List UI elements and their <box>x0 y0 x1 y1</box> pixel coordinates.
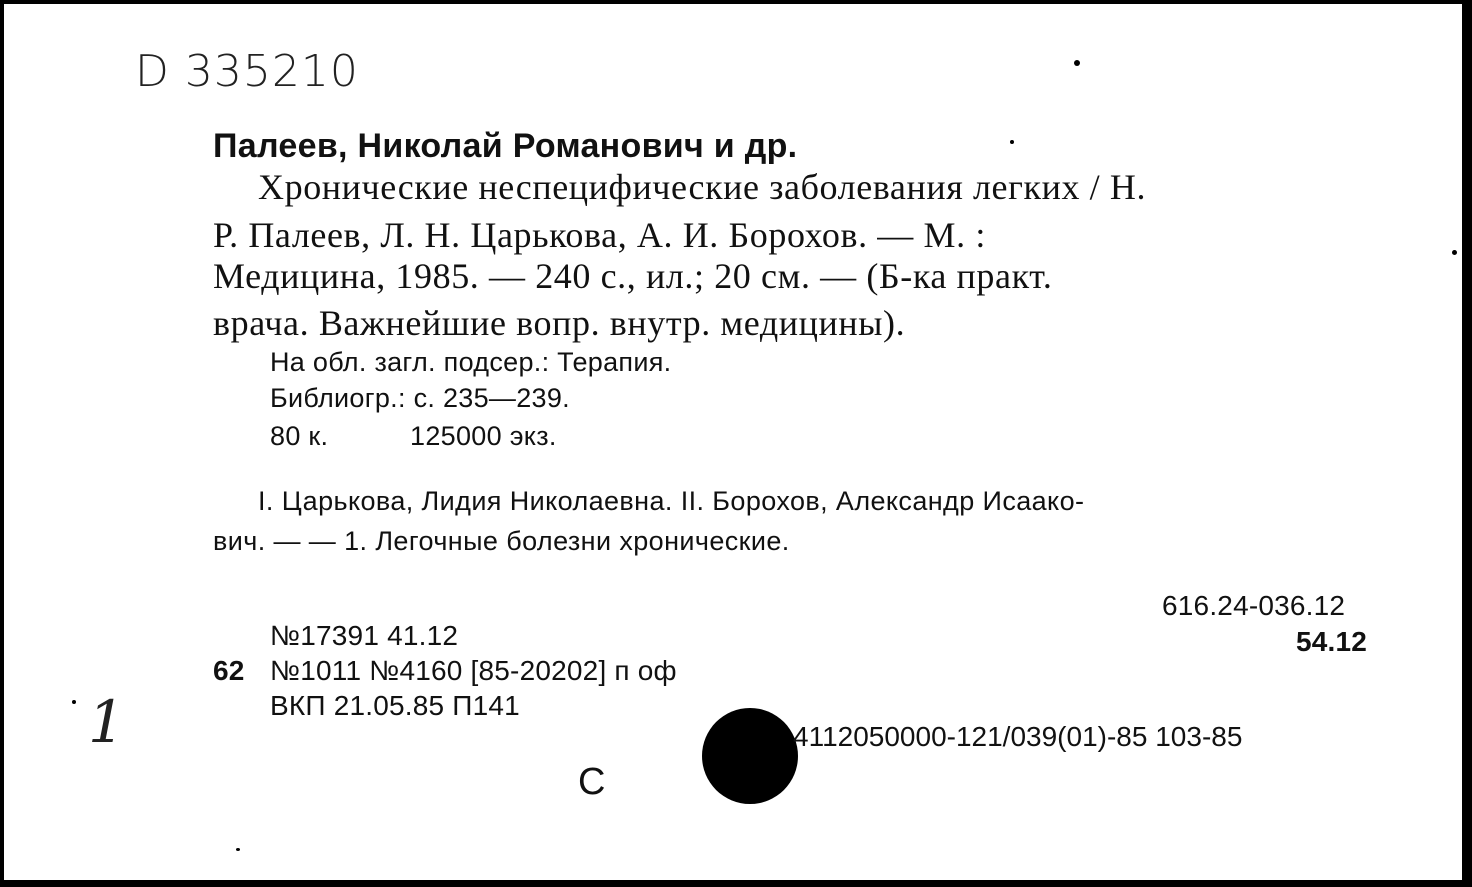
letter-mark: С <box>578 761 606 803</box>
vkp-line: ВКП 21.05.85 П141 <box>270 690 520 721</box>
ink-blot <box>702 708 798 804</box>
author-heading: Палеев, Николай Романович и др. <box>213 127 798 165</box>
description-line-3: Медицина, 1985. — 240 с., ил.; 20 см. — (Б-ка практ. <box>213 256 1053 296</box>
description-line-2: Р. Палеев, Л. Н. Царькова, А. И. Борохов. — М. : <box>213 215 986 255</box>
speck <box>1074 60 1080 66</box>
subject-line-2: вич. — — 1. Легочные болезни хронические. <box>213 526 790 556</box>
price-note: 80 к. <box>270 421 329 451</box>
subject-line-1: I. Царькова, Лидия Николаевна. II. Борохов, Александр Исаако- <box>258 486 1085 516</box>
print-run-note: 125000 экз. <box>410 421 557 451</box>
description-line-1: Хронические неспецифические заболевания легких / Н. <box>258 167 1147 207</box>
speck <box>72 700 76 704</box>
cover-title-note: На обл. загл. подсер.: Терапия. <box>270 347 672 377</box>
order-line: №1011 №4160 [85-20202] п оф <box>270 655 677 686</box>
udc-code: 616.24-036.12 <box>1162 590 1346 621</box>
description-line-4: врача. Важнейшие вопр. внутр. медицины). <box>213 303 906 343</box>
scan-border-top <box>0 0 1472 4</box>
card-count: 62 <box>213 655 245 686</box>
speck <box>236 848 240 851</box>
scan-border-left <box>0 0 4 887</box>
scan-border-bottom <box>0 880 1472 887</box>
handwritten-mark: 1 <box>88 688 125 756</box>
speck <box>1452 250 1457 255</box>
card-number: №17391 41.12 <box>270 620 459 651</box>
inventory-number: D 335210 <box>135 46 359 97</box>
isbn-line: 4112050000-121/039(01)-85 103-85 <box>793 721 1243 752</box>
bbk-code: 54.12 <box>1296 626 1368 657</box>
speck <box>1010 140 1014 144</box>
scan-border-right <box>1462 0 1472 887</box>
bibliography-note: Библиогр.: с. 235—239. <box>270 383 570 413</box>
